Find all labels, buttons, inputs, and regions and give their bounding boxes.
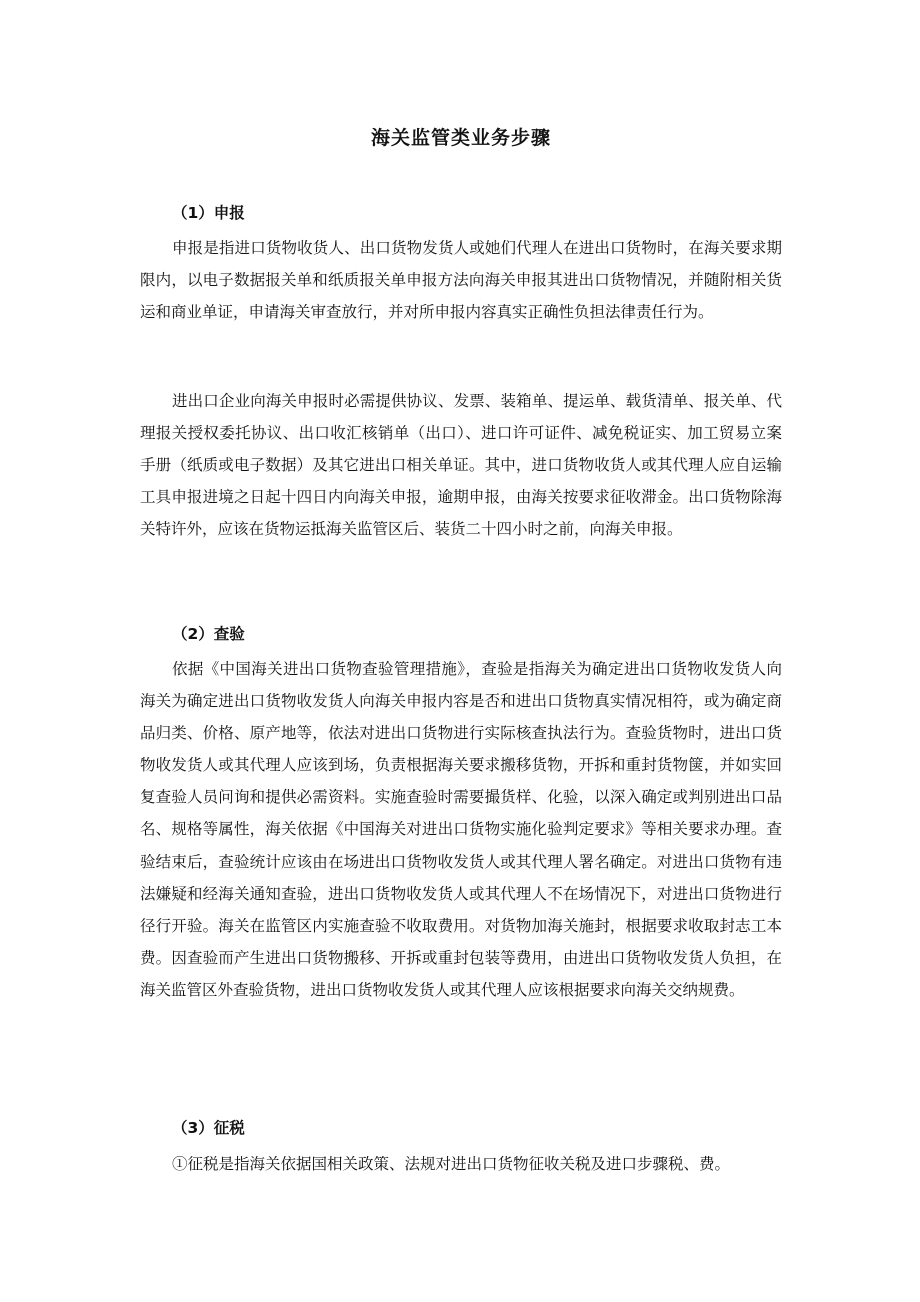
document-title: 海关监管类业务步骤 bbox=[370, 127, 551, 149]
section-heading-taxation: （3）征税 bbox=[172, 1119, 245, 1137]
section-heading-declaration: （1）申报 bbox=[172, 204, 245, 222]
paragraph-inspection: 依据《中国海关进出口货物查验管理措施》，查验是指海关为确定进出口货物收发货人向海关为确定进出口货物收发货人向海关申报内容是否和进出口货物真实情况相符，或为确定商品归类、价格、原产地等，依法对进出口货物进行实际核查执法行为。查验货物时，进出口货物收发货人或其代理人应该到场，负责根据海关要求搬移货物，开拆和重封货物箧，并如实回复查验人员问询和提供必需资料。实施查验时需要撮货样、化验，以深入确定或判别进出口品名、规格等属性，海关依据《中国海关对进出口货物实施化验判定要求》等相关要求办理。查验结束后，查验统计应该由在场进出口货物收发货人或其代理人署名确定。对进出口货物有违法嫌疑和经海关通知查验，进出口货物收发货人或其代理人不在场情况下，对进出口货物进行径行开验。海关在监管区内实施查验不收取费用。对货物加海关施封，根据要求收取封志工本费。因查验而产生进出口货物搬移、开拆或重封包装等费用，由进出口货物收发货人负担，在海关监管区外查验货物，进出口货物收发货人或其代理人应该根据要求向海关交纳规费。 bbox=[140, 660, 782, 999]
paragraph-taxation: ①征税是指海关依据国相关政策、法规对进出口货物征收关税及进口步骤税、费。 bbox=[172, 1155, 731, 1173]
paragraph-declaration-documents: 进出口企业向海关申报时必需提供协议、发票、装箱单、提运单、载货清单、报关单、代理报关授权委托协议、出口收汇核销单（出口）、进口许可证件、减免税证实、加工贸易立案手册（纸质或电子数据）及其它进出口相关单证。其中，进口货物收货人或其代理人应自运输工具申报进境之日起十四日内向海关申报，逾期申报，由海关按要求征收滞金。出口货物除海关特许外，应该在货物运抵海关监管区后、装货二十四小时之前，向海关申报。 bbox=[140, 392, 782, 539]
section-heading-inspection: （2）查验 bbox=[172, 625, 245, 643]
paragraph-declaration-definition: 申报是指进口货物收货人、出口货物发货人或她们代理人在进出口货物时，在海关要求期限内，以电子数据报关单和纸质报关单申报方法向海关申报其进出口货物情况，并随附相关货运和商业单证，申请海关审查放行，并对所申报内容真实正确性负担法律责任行为。 bbox=[140, 239, 782, 322]
